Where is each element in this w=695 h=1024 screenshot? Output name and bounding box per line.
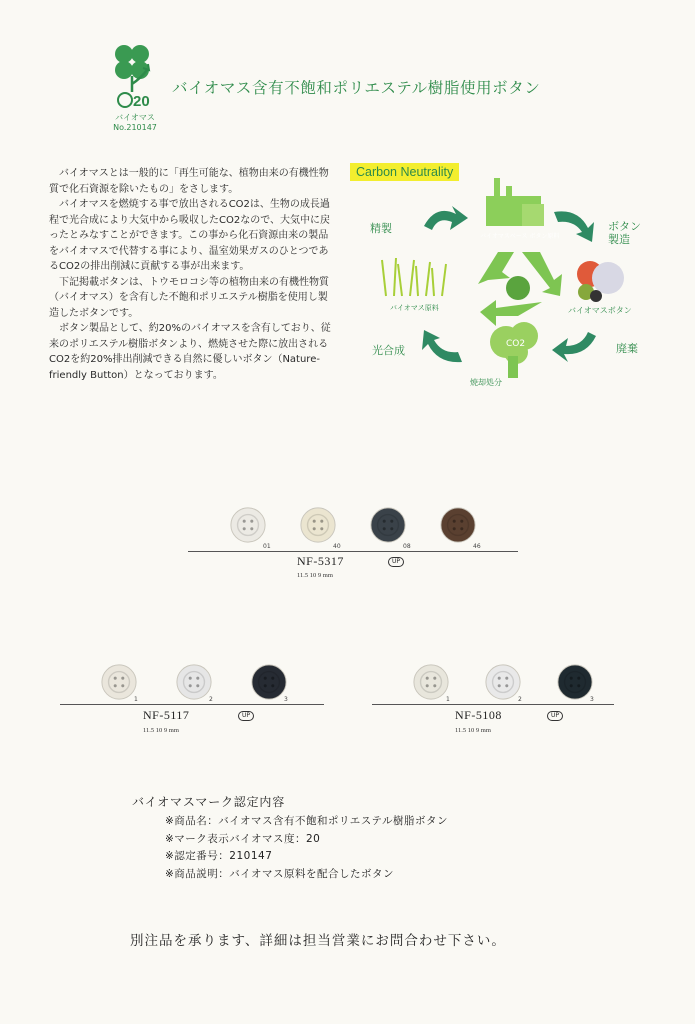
up-badge: UP <box>238 711 254 721</box>
certification-item: ※商品説明：バイオマス原料を配合したボタン <box>165 867 394 880</box>
incineration-label: 焼却処分 <box>470 378 502 387</box>
button-swatch-icon <box>369 506 407 544</box>
grass-icon <box>382 258 446 296</box>
button-swatch-icon <box>556 663 594 701</box>
button-swatch-icon <box>412 663 450 701</box>
button-making-label-2: 製造 <box>608 233 630 246</box>
logo-caption-number: No.210147 <box>113 123 157 132</box>
product-sizes: 11.5 10 9 mm <box>455 727 491 734</box>
swatch-color-number: 40 <box>333 543 341 550</box>
button-swatch-icon <box>299 506 337 544</box>
arrow-icon <box>422 330 462 362</box>
factory-icon <box>486 178 544 226</box>
disposal-label: 廃棄 <box>616 342 638 355</box>
swatch-color-number: 2 <box>209 696 213 703</box>
intro-paragraph: バイオマスを燃焼する事で放出されるCO2は、生物の成長過程で光合成により大気中から吸収したCO2なので、大気中に戻ったとみなすことができます。この事から化石資源由来の製品をバイオマスで代替する事により、温室効果ガスのひとつであるCO2の排出削減に貢献する事が出来ます。 <box>49 199 331 272</box>
swatch-color-number: 08 <box>403 543 411 550</box>
page-title: バイオマス含有不飽和ポリエステル樹脂使用ボタン <box>172 79 541 97</box>
certification-title: バイオマスマーク認定内容 <box>132 795 286 809</box>
certification-list <box>165 813 448 883</box>
factory-label: バイオマスベース ボタン原料 <box>480 233 560 240</box>
swatch-color-number: 1 <box>134 696 138 703</box>
carbon-neutrality-title: Carbon Neutrality <box>350 163 459 181</box>
swatch-color-number: 3 <box>284 696 288 703</box>
arrow-icon <box>424 206 468 230</box>
swatch-color-number: 3 <box>590 696 594 703</box>
product-divider <box>188 551 518 552</box>
up-badge: UP <box>388 557 404 567</box>
product-code: NF-5317 <box>297 554 344 568</box>
buttons-icon <box>577 261 624 302</box>
biomass-button-label: バイオマスボタン <box>568 306 632 315</box>
button-swatch-icon <box>250 663 288 701</box>
arrow-icon <box>554 211 594 242</box>
logo-caption <box>100 113 170 133</box>
product-sizes: 11.5 10 9 mm <box>297 572 333 579</box>
product-code: NF-5108 <box>455 708 502 722</box>
product-divider <box>60 704 324 705</box>
custom-order-notice: 別注品を承ります、詳細は担当営業にお問合わせ下さい。 <box>130 933 506 949</box>
up-badge: UP <box>547 711 563 721</box>
refine-label: 精製 <box>370 222 392 235</box>
product-code: NF-5117 <box>143 708 190 722</box>
swatch-color-number: 46 <box>473 543 481 550</box>
certification-item: ※認定番号：210147 <box>165 850 273 862</box>
swatch-color-number: 1 <box>446 696 450 703</box>
logo-caption-line1: バイオマス <box>115 113 155 122</box>
swatch-color-number: 2 <box>518 696 522 703</box>
button-making-label: ボタン <box>608 220 641 233</box>
intro-paragraph: 下記掲載ボタンは、トウモロコシ等の植物由来の有機性物質（バイオマス）を含有した不飽和ポリエステル樹脂を使用し製造したボタンです。 <box>49 276 329 319</box>
button-swatch-icon <box>175 663 213 701</box>
co2-cloud-icon <box>490 322 538 378</box>
intro-paragraph: ボタン製品として、約20%のバイオマスを含有しており、従来のポリエステル樹脂ボタンより、燃焼させた際に放出されるCO2を約20%排出削減できる自然に優しいボタン（Nature-friendly Button）となっております。 <box>49 323 331 381</box>
intro-text <box>49 166 334 383</box>
raw-material-label: バイオマス原料 <box>390 304 439 312</box>
photosynthesis-label: 光合成 <box>372 344 405 357</box>
swatch-color-number: 01 <box>263 543 271 550</box>
button-swatch-icon <box>439 506 477 544</box>
intro-paragraph: バイオマスとは一般的に「再生可能な、植物由来の有機性物質で化石資源を除いたもの」をさします。 <box>49 168 329 195</box>
co2-label: CO2 <box>506 339 526 349</box>
product-divider <box>372 704 614 705</box>
arrow-icon <box>552 332 596 362</box>
certification-item: ※商品名：バイオマス含有不飽和ポリエステル樹脂ボタン <box>165 815 449 827</box>
button-swatch-icon <box>484 663 522 701</box>
carbon-neutrality-diagram <box>346 156 668 392</box>
product-sizes: 11.5 10 9 mm <box>143 727 179 734</box>
certification-item: ※マーク表示バイオマス度：20 <box>165 832 321 845</box>
leaf-icon <box>506 276 530 300</box>
button-swatch-icon <box>100 663 138 701</box>
button-swatch-icon <box>229 506 267 544</box>
biomass-degree-mark: 20 <box>133 93 150 110</box>
